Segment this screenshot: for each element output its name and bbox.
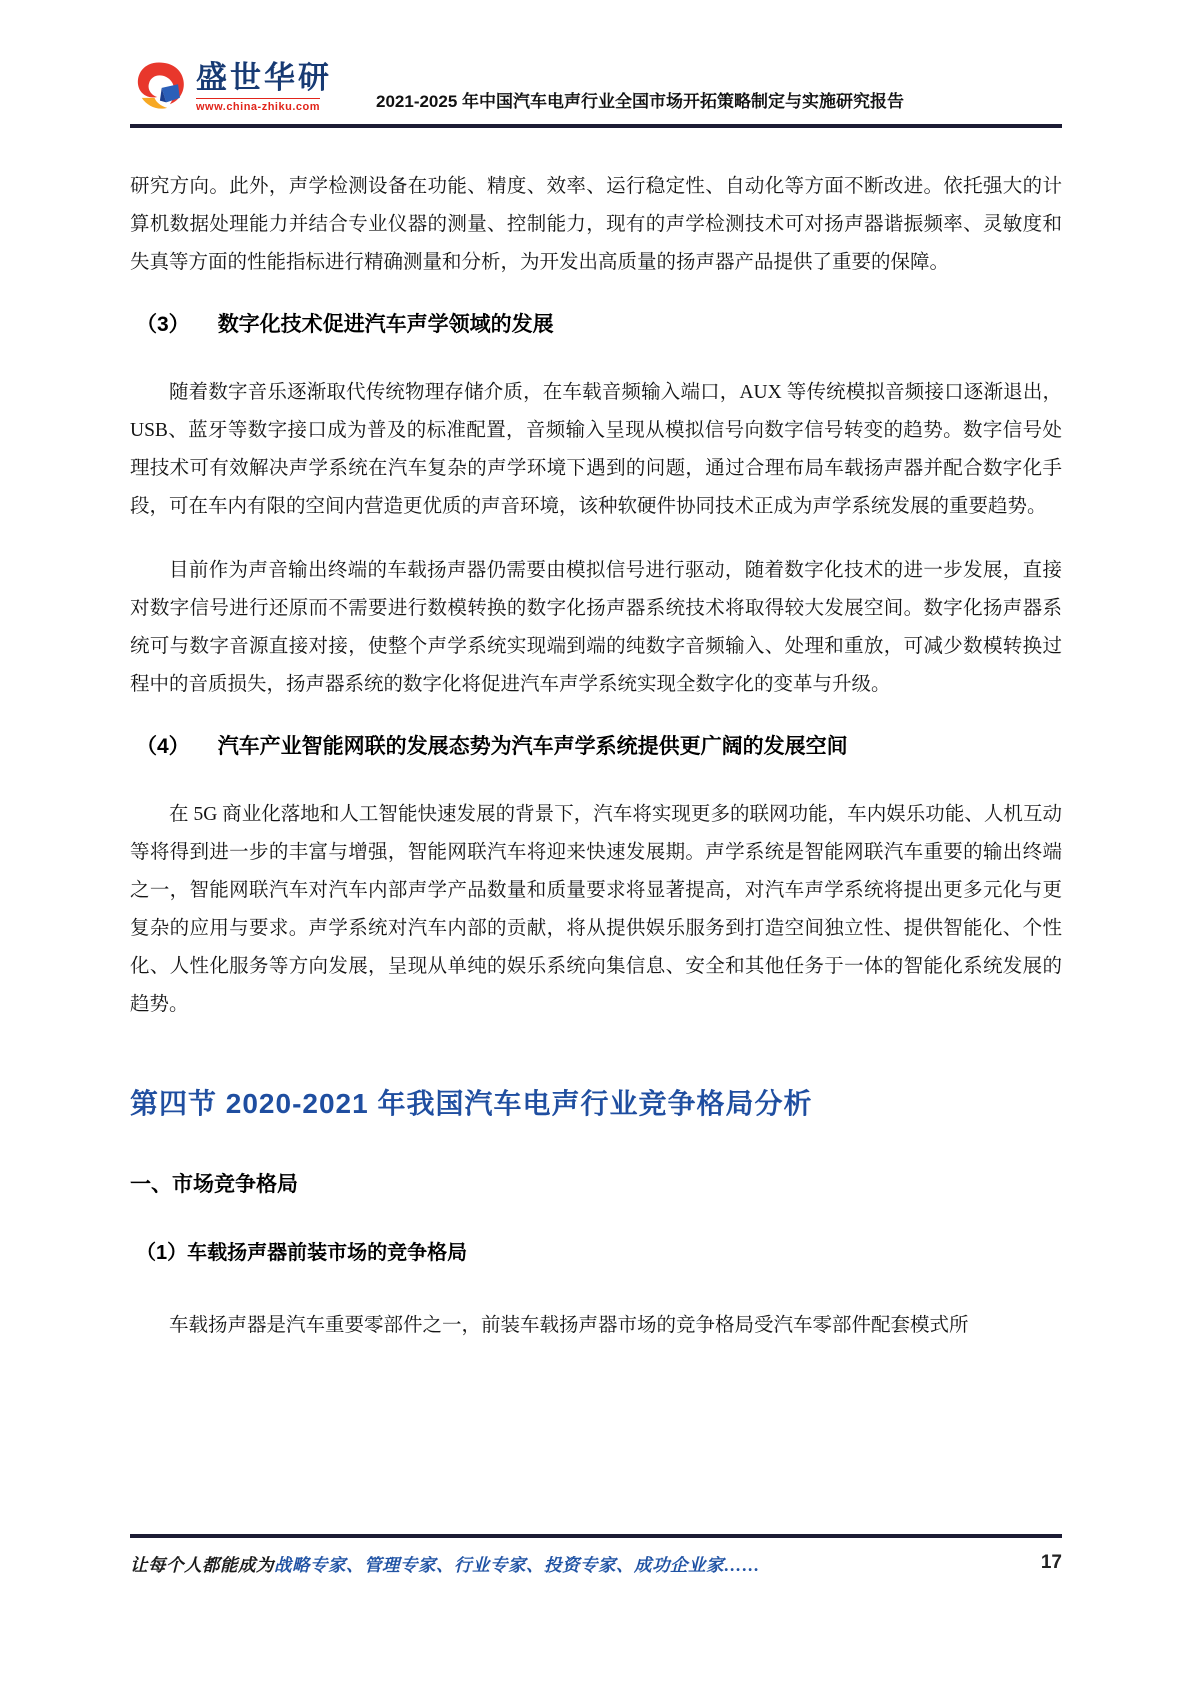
page-header	[130, 58, 1062, 128]
heading-4	[136, 730, 1062, 760]
logo-url: www.china-zhiku.com	[196, 98, 320, 113]
logo-name: 盛世华研	[196, 60, 332, 96]
paragraph: 随着数字音乐逐渐取代传统物理存储介质，在车载音频输入端口，AUX 等传统模拟音频接口逐渐退出，USB、蓝牙等数字接口成为普及的标准配置，音频输入呈现从模拟信号向数字信号转变的趋势。数字信号处理技术可有效解决声学系统在汽车复杂的声学环境下遇到的问题，通过合理布局车载扬声器并配合数字化手段，可在车内有限的空间内营造更优质的声音环境，该种软硬件协同技术正成为声学系统发展的重要趋势。	[130, 382, 1062, 517]
heading-3	[136, 308, 1062, 338]
page-footer	[130, 1534, 1062, 1577]
footer-slogan-prefix: 让每个人都能成为	[130, 1555, 274, 1575]
paragraph: 在 5G 商业化落地和人工智能快速发展的背景下，汽车将实现更多的联网功能，车内娱乐功能、人机互动等将得到进一步的丰富与增强，智能网联汽车将迎来快速发展期。声学系统是智能网联汽车重要的输出终端之一，智能网联汽车对汽车内部声学产品数量和质量要求将显著提高，对汽车声学系统将提出更多元化与更复杂的应用与要求。声学系统对汽车内部的贡献，将从提供娱乐服务到打造空间独立性、提供智能化、个性化、人性化服务等方向发展，呈现从单纯的娱乐系统向集信息、安全和其他任务于一体的智能化系统发展的趋势。	[130, 804, 1062, 1015]
report-title: 2021-2025 年中国汽车电声行业全国市场开拓策略制定与实施研究报告	[376, 92, 905, 111]
paragraph-last: 车载扬声器是汽车重要零部件之一，前装车载扬声器市场的竞争格局受汽车零部件配套模式所	[169, 1315, 969, 1336]
footer-slogan	[130, 1552, 760, 1577]
logo-text-block	[196, 61, 332, 112]
heading-4-title: 汽车产业智能网联的发展态势为汽车声学系统提供更广阔的发展空间	[217, 735, 848, 758]
page-content	[130, 168, 1062, 1371]
sub-heading-oem-market: （1）车载扬声器前装市场的竞争格局	[136, 1242, 468, 1264]
heading-4-number: （4）	[136, 735, 190, 758]
footer-slogan-main: 战略专家、管理专家、行业专家、投资专家、成功企业家……	[274, 1555, 760, 1575]
section-title: 第四节 2020-2021 年我国汽车电声行业竞争格局分析	[130, 1088, 813, 1119]
heading-3-number: （3）	[136, 313, 190, 336]
paragraph: 目前作为声音输出终端的车载扬声器仍需要由模拟信号进行驱动，随着数字化技术的进一步发展，直接对数字信号进行还原而不需要进行数模转换的数字化扬声器系统技术将取得较大发展空间。数字化扬声器系统可与数字音源直接对接，使整个声学系统实现端到端的纯数字音频输入、处理和重放，可减少数模转换过程中的音质损失，扬声器系统的数字化将促进汽车声学系统实现全数字化的变革与升级。	[130, 560, 1062, 695]
logo-icon	[130, 58, 188, 116]
page-number: 17	[1040, 1552, 1062, 1573]
sub-heading-market-competition: 一、市场竞争格局	[130, 1173, 298, 1196]
paragraph-intro: 研究方向。此外，声学检测设备在功能、精度、效率、运行稳定性、自动化等方面不断改进。依托强大的计算机数据处理能力并结合专业仪器的测量、控制能力，现有的声学检测技术可对扬声器谐振频率、灵敏度和失真等方面的性能指标进行精确测量和分析，为开发出高质量的扬声器产品提供了重要的保障。	[130, 176, 1062, 273]
logo	[130, 58, 332, 116]
heading-3-title: 数字化技术促进汽车声学领域的发展	[217, 313, 554, 336]
